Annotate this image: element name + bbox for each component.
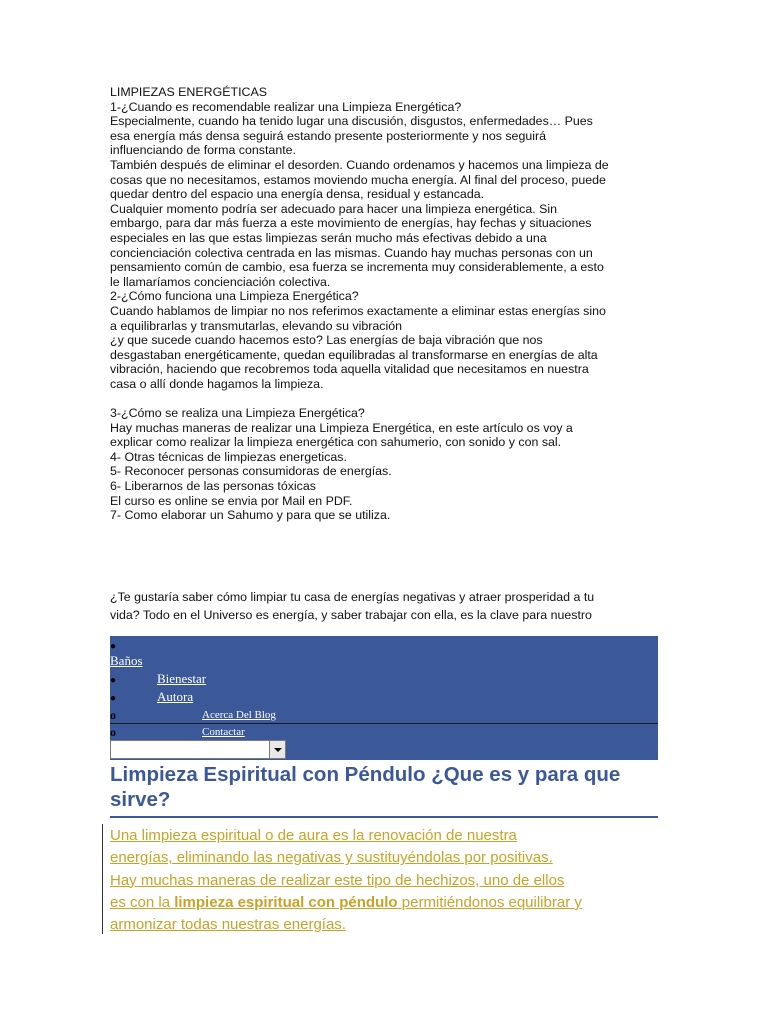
document-line: 2-¿Cómo funciona una Limpieza Energética? — [110, 289, 359, 304]
bullet-icon: ● — [110, 641, 117, 652]
intro-line: energías, eliminando las negativas y sustituyéndolas por positivas. — [110, 849, 553, 867]
blank-line — [110, 391, 660, 406]
document-line: le llamaríamos concienciación colectiva. — [110, 274, 331, 289]
intro-line: Hay muchas maneras de realizar este tipo de hechizos, uno de ellos — [110, 871, 565, 889]
title-underline — [110, 816, 658, 818]
nav-select-dropdown[interactable] — [110, 740, 286, 759]
document-line: casa o allí donde hagamos la limpieza. — [110, 376, 324, 391]
intro-bold-phrase: limpieza espiritual con péndulo — [174, 893, 398, 911]
document-line: 6- Liberarnos de las personas tóxicas — [110, 479, 316, 494]
nav-item-autora[interactable] — [110, 688, 194, 706]
document-line: explicar como realizar la limpieza energética con sahumerio, con sonido y con sal. — [110, 435, 562, 450]
nav-link-contactar[interactable]: Contactar — [202, 726, 245, 738]
intro-line — [110, 892, 670, 914]
teaser-line: ¿Te gustaría saber cómo limpiar tu casa de energías negativas y atraer prosperidad a tu — [110, 590, 595, 604]
navigation-menu — [110, 636, 658, 760]
open-bullet-icon: o — [110, 725, 116, 739]
nav-link-bienestar[interactable]: Bienestar — [157, 671, 207, 686]
document-line: a equilibrarlas y transmutarlas, elevando su vibración — [110, 318, 403, 333]
quote-bar — [102, 824, 103, 934]
nav-link-autora[interactable]: Autora — [157, 689, 194, 704]
teaser-text — [110, 588, 670, 624]
document-line: vibración, haciendo que recobremos toda aquella vitalidad que necesitamos en nuestra — [110, 362, 589, 377]
document-line: embargo, para dar más fuerza a este movimiento de energías, hay fechas y situaciones — [110, 216, 592, 231]
document-line: También después de eliminar el desorden. Cuando ordenamos y hacemos una limpieza de — [110, 157, 609, 172]
document-line: pensamiento común de cambio, esa fuerza se incrementa muy considerablemente, a esto — [110, 260, 604, 275]
document-line: influenciando de forma constante. — [110, 143, 296, 158]
chevron-down-icon[interactable] — [269, 741, 285, 758]
intro-text: permitiéndonos equilibrar y — [397, 893, 582, 911]
bullet-icon: ● — [110, 693, 117, 704]
nav-link-acerca-del-blog[interactable]: Acerca Del Blog — [202, 709, 276, 721]
nav-subitem-acerca[interactable] — [110, 706, 276, 724]
nav-divider — [110, 723, 658, 724]
intro-line: Una limpieza espiritual o de aura es la renovación de nuestra — [110, 827, 517, 844]
document-line: 5- Reconocer personas consumidoras de energías. — [110, 464, 392, 479]
document-line: ¿y que sucede cuando hacemos esto? Las energías de baja vibración que nos — [110, 333, 543, 348]
bullet-icon: ● — [110, 675, 117, 686]
document-line: LIMPIEZAS ENERGÉTICAS — [110, 85, 267, 99]
document-line: desgastaban energéticamente, quedan equilibradas al transformarse en energías de alta — [110, 347, 598, 362]
document-line: Cuando hablamos de limpiar no nos referimos exactamente a eliminar estas energías sino — [110, 303, 606, 318]
document-line: 3-¿Cómo se realiza una Limpieza Energética? — [110, 406, 365, 421]
document-line: quedar dentro del espacio una energía densa, residual y estancada. — [110, 187, 485, 202]
document-line: Cualquier momento podría ser adecuado para hacer una limpieza energética. Sin — [110, 201, 558, 216]
document-line: 4- Otras técnicas de limpiezas energeticas. — [110, 449, 347, 464]
document-line: especiales en las que estas limpiezas serán mucho más efectivas debido a una — [110, 230, 547, 245]
document-line: El curso es online se envia por Mail en PDF. — [110, 493, 353, 508]
nav-item-bienestar[interactable] — [110, 670, 207, 688]
intro-line: armonizar todas nuestras energías. — [110, 916, 346, 934]
document-line: concienciación colectiva centrada en las mismas. Cuando hay muchas personas con un — [110, 245, 593, 260]
nav-subitem-contactar[interactable] — [110, 723, 245, 741]
document-line: cosas que no necesitamos, estamos moviendo mucha energía. Al final del proceso, puede — [110, 172, 606, 187]
document-body — [110, 85, 660, 523]
document-line: esa energía más densa seguirá estando presente posteriormente y nos seguirá — [110, 128, 547, 143]
document-line: 1-¿Cuando es recomendable realizar una Limpieza Energética? — [110, 99, 462, 114]
nav-item-banos[interactable] — [110, 652, 143, 670]
open-bullet-icon: o — [110, 708, 116, 722]
intro-text: es con la — [110, 893, 175, 911]
article-title: Limpieza Espiritual con Péndulo ¿Que es y para que sirve? — [110, 763, 621, 811]
nav-link-banos[interactable]: Baños — [110, 653, 143, 668]
document-line: Especialmente, cuando ha tenido lugar una discusión, disgustos, enfermedades… Pues — [110, 114, 593, 129]
teaser-line: vida? Todo en el Universo es energía, y saber trabajar con ella, es la clave para nuestro — [110, 608, 592, 622]
article-intro — [110, 825, 670, 936]
document-line: 7- Como elaborar un Sahumo y para que se utiliza. — [110, 508, 391, 523]
document-line: Hay muchas maneras de realizar una Limpieza Energética, en este artículo os voy a — [110, 420, 573, 435]
